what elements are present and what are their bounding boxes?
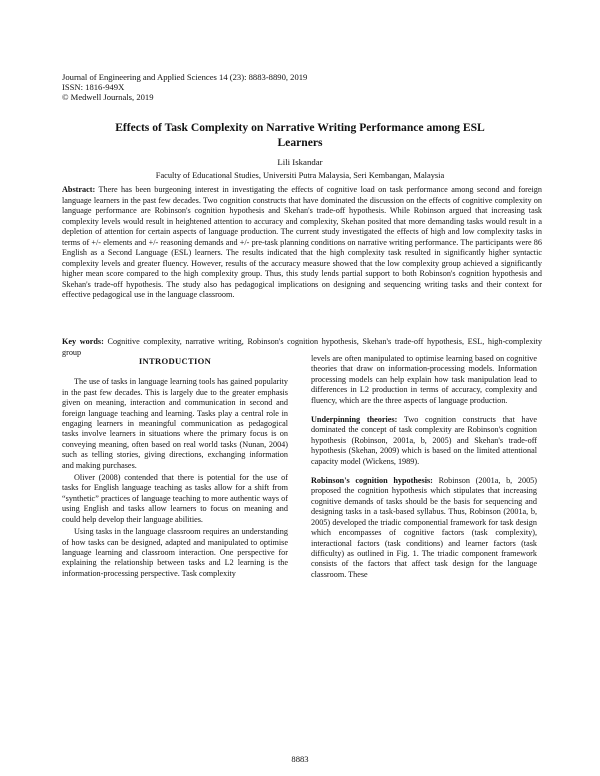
journal-issn: ISSN: 1816-949X — [62, 82, 125, 93]
paragraph: levels are often manipulated to optimise learning based on cognitive theories that draw on information-processing models. Information processing models can help explain how task manipulation lead to differences in L2 production in terms of accuracy, complexity and fluency, which are the three aspects of language production. — [311, 354, 537, 405]
page-number: 8883 — [291, 754, 309, 764]
robinson-text: Robinson (2001a, b, 2005) proposed the cognition hypothesis which stipulates that increasing cognitive demands of tasks should be the basis for sequencing and designing tasks in a task-based syllabus. Thus, Robinson (2001a, b, 2005) developed the triadic componential framework for task design which encompasses of cognitive factors (task complexity), interactional factors (task conditions) and learner factors (task difficulty) as outlined in Fig. 1. The triadic component framework consists of the factors that affect task design for the language classroom. These — [311, 476, 537, 579]
left-column — [62, 354, 288, 581]
abstract-text: There has been burgeoning interest in investigating the effects of cognitive load on task performance among second and foreign language learners in the past few decades. Two cognition constructs that have dominated the discussion on the effects of cognitive complexity on language performance are Robinson's cognition hypothesis and Skehan's trade-off hypothesis. While Robinson argued that increasing task complexity levels would result in heightened attention to accuracy and complexity, Skehan posited that more demanding tasks would result in a depletion of attention for certain aspects of language production. The current study investigated the effects of high and low complexity tasks in terms of +/- elements and +/- reasoning demands and +/- pre-task planning conditions on narrative writing performance. The participants were 86 English as a Second Language (ESL) learners. The results indicated that the high complexity task resulted in significantly higher syntactic complexity levels and greater fluency. However, results of the accuracy measure showed that the low complexity group achieved a significantly higher mean score compared to the high complexity group. Thus, this study lends partial support to both Robinson's cognition hypothesis and Skehan's trade-off hypothesis. The study also has pedagogical implications on designing and sequencing writing tasks and their context for effective pedagogical use in the language classroom. — [62, 185, 542, 299]
paragraph: Oliver (2008) contended that there is potential for the use of tasks for English language teaching as tasks allow for a shift from “synthetic” practices of language teaching to more authentic ways of using English and tasks allow learners to focus on meaning and could help develop their language abilities. — [62, 473, 288, 524]
right-column — [311, 354, 537, 582]
keywords-label: Key words: — [62, 337, 104, 346]
abstract-label: Abstract: — [62, 185, 96, 194]
underpinning-heading: Underpinning theories: — [311, 415, 398, 425]
paragraph: The use of tasks in language learning tools has gained popularity in the past few decades. This is largely due to the greater emphasis given on meaning, interaction and communication in second and foreign language teaching and learning. Tasks play a central role in engaging learners in meaningful communication as pedagogical tasks involve learners in situations where the primary focus is on conveying meaning, often based on real world tasks (Nunan, 2004) such as telling stories, giving directions, exchanging information and making purchases. — [62, 377, 288, 470]
journal-citation: Journal of Engineering and Applied Sciences 14 (23): 8883-8890, 2019 — [62, 72, 308, 82]
paper-title: Effects of Task Complexity on Narrative Writing Performance among ESL Learners — [115, 121, 485, 149]
keywords-text: Cognitive complexity, narrative writing, Robinson's cognition hypothesis, Skehan's trade-off hypothesis, ESL, high-complexity group — [62, 337, 543, 357]
author-affiliation: Faculty of Educational Studies, Universiti Putra Malaysia, Seri Kembangan, Malaysia — [155, 171, 445, 180]
robinson-heading: Robinson's cognition hypothesis: — [311, 476, 433, 486]
underpinning-section — [311, 415, 537, 467]
underpinning-text: Two cognition constructs that have dominated the concept of task complexity are Robinson's cognition hypothesis (Robinson, 2001a, b, 2005) and Skehan's trade-off hypothesis (Skehan, 2009) which is based on the limited attentional capacity model (Wickens, 1989). — [311, 415, 538, 466]
abstract — [62, 185, 542, 301]
robinson-section — [311, 476, 537, 580]
introduction-heading: INTRODUCTION — [138, 356, 212, 366]
author-name: Lili Iskandar — [277, 157, 323, 167]
journal-copyright: © Medwell Journals, 2019 — [62, 92, 154, 103]
journal-info — [62, 72, 307, 103]
paragraph: Using tasks in the language classroom requires an understanding of how tasks can be designed, adapted and manipulated to optimise language learning and classroom interaction. One perspective for explaining the relationship between tasks and L2 learning is the information-processing perspective. Task complexity — [62, 527, 288, 578]
